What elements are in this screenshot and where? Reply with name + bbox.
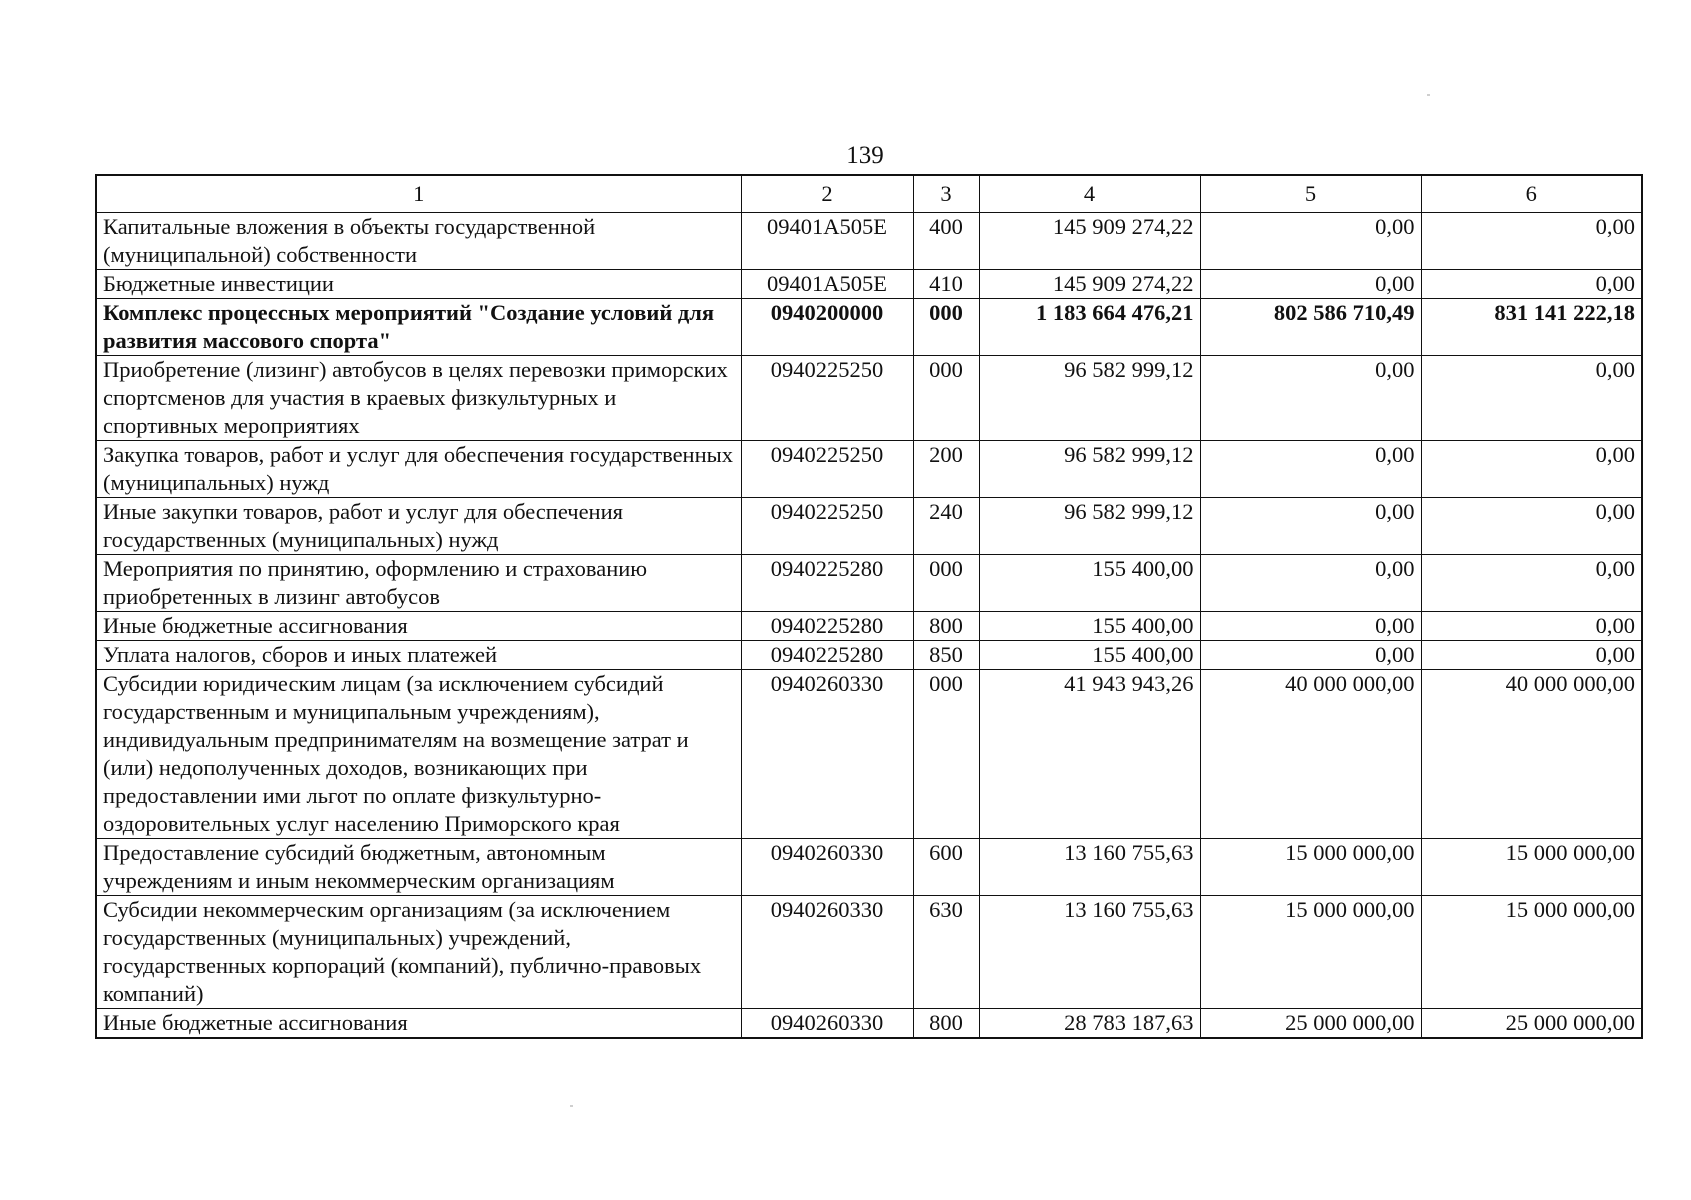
row-value-col6: 15 000 000,00 <box>1421 839 1642 896</box>
row-value-col5: 0,00 <box>1200 441 1421 498</box>
row-name: Приобретение (лизинг) автобусов в целях перевозки приморских спортсменов для участия в краевых физкультурных и спортивных мероприятиях <box>96 356 741 441</box>
row-value-col6: 25 000 000,00 <box>1421 1009 1642 1039</box>
row-code: 0940260330 <box>741 839 913 896</box>
row-name: Закупка товаров, работ и услуг для обеспечения государственных (муниципальных) нужд <box>96 441 741 498</box>
row-value-col4: 96 582 999,12 <box>979 356 1200 441</box>
row-name: Уплата налогов, сборов и иных платежей <box>96 641 741 670</box>
row-value-col4: 155 400,00 <box>979 555 1200 612</box>
table-row <box>96 356 1642 441</box>
row-value-col6: 15 000 000,00 <box>1421 896 1642 1009</box>
row-value-col4: 145 909 274,22 <box>979 213 1200 270</box>
row-value-col6: 0,00 <box>1421 356 1642 441</box>
row-value-col5: 0,00 <box>1200 270 1421 299</box>
row-name: Субсидии юридическим лицам (за исключением субсидий государственным и муниципальным учреждениям), индивидуальным предпринимателям на возмещение затрат и (или) недополученных доходов, возникающих при предоставлении ими льгот по оплате физкультурно-оздоровительных услуг населению Приморского края <box>96 670 741 839</box>
table-row <box>96 1009 1642 1039</box>
row-name: Капитальные вложения в объекты государственной (муниципальной) собственности <box>96 213 741 270</box>
row-expense-type: 800 <box>913 1009 979 1039</box>
table-row <box>96 441 1642 498</box>
row-value-col4: 41 943 943,26 <box>979 670 1200 839</box>
row-value-col4: 155 400,00 <box>979 612 1200 641</box>
row-code: 0940225250 <box>741 356 913 441</box>
table-row <box>96 213 1642 270</box>
row-value-col5: 40 000 000,00 <box>1200 670 1421 839</box>
column-header-5: 5 <box>1200 175 1421 213</box>
row-expense-type: 410 <box>913 270 979 299</box>
row-name: Мероприятия по принятию, оформлению и страхованию приобретенных в лизинг автобусов <box>96 555 741 612</box>
row-value-col4: 96 582 999,12 <box>979 441 1200 498</box>
row-value-col5: 15 000 000,00 <box>1200 896 1421 1009</box>
row-value-col6: 0,00 <box>1421 213 1642 270</box>
row-value-col4: 1 183 664 476,21 <box>979 299 1200 356</box>
table-row <box>96 839 1642 896</box>
row-code: 0940260330 <box>741 670 913 839</box>
row-value-col5: 802 586 710,49 <box>1200 299 1421 356</box>
table-row <box>96 555 1642 612</box>
table-row <box>96 612 1642 641</box>
row-code: 0940225280 <box>741 641 913 670</box>
row-value-col4: 13 160 755,63 <box>979 896 1200 1009</box>
row-code: 0940225280 <box>741 612 913 641</box>
row-value-col5: 0,00 <box>1200 555 1421 612</box>
row-name: Иные закупки товаров, работ и услуг для обеспечения государственных (муниципальных) нужд <box>96 498 741 555</box>
row-expense-type: 000 <box>913 670 979 839</box>
row-expense-type: 400 <box>913 213 979 270</box>
column-header-1: 1 <box>96 175 741 213</box>
row-value-col5: 0,00 <box>1200 641 1421 670</box>
row-code: 09401A505E <box>741 270 913 299</box>
table-row <box>96 299 1642 356</box>
row-name: Предоставление субсидий бюджетным, автономным учреждениям и иным некоммерческим организациям <box>96 839 741 896</box>
column-header-2: 2 <box>741 175 913 213</box>
row-expense-type: 200 <box>913 441 979 498</box>
row-value-col4: 155 400,00 <box>979 641 1200 670</box>
table-row <box>96 498 1642 555</box>
row-value-col6: 0,00 <box>1421 441 1642 498</box>
row-value-col5: 15 000 000,00 <box>1200 839 1421 896</box>
row-value-col4: 28 783 187,63 <box>979 1009 1200 1039</box>
column-header-6: 6 <box>1421 175 1642 213</box>
row-name: Иные бюджетные ассигнования <box>96 612 741 641</box>
header-row <box>96 175 1642 213</box>
row-code: 0940225250 <box>741 498 913 555</box>
row-value-col6: 0,00 <box>1421 612 1642 641</box>
row-expense-type: 240 <box>913 498 979 555</box>
row-expense-type: 000 <box>913 356 979 441</box>
row-expense-type: 630 <box>913 896 979 1009</box>
column-header-3: 3 <box>913 175 979 213</box>
column-header-4: 4 <box>979 175 1200 213</box>
row-value-col4: 13 160 755,63 <box>979 839 1200 896</box>
row-expense-type: 800 <box>913 612 979 641</box>
row-value-col5: 0,00 <box>1200 213 1421 270</box>
row-value-col6: 0,00 <box>1421 555 1642 612</box>
row-name: Субсидии некоммерческим организациям (за исключением государственных (муниципальных) учреждений, государственных корпораций (компаний), публично-правовых компаний) <box>96 896 741 1009</box>
row-value-col6: 831 141 222,18 <box>1421 299 1642 356</box>
table-row <box>96 641 1642 670</box>
row-name: Бюджетные инвестиции <box>96 270 741 299</box>
row-expense-type: 600 <box>913 839 979 896</box>
row-code: 0940225280 <box>741 555 913 612</box>
row-value-col5: 0,00 <box>1200 612 1421 641</box>
budget-table <box>95 174 1643 1039</box>
row-value-col6: 40 000 000,00 <box>1421 670 1642 839</box>
row-value-col6: 0,00 <box>1421 270 1642 299</box>
row-code: 0940200000 <box>741 299 913 356</box>
row-name: Иные бюджетные ассигнования <box>96 1009 741 1039</box>
row-expense-type: 850 <box>913 641 979 670</box>
row-expense-type: 000 <box>913 555 979 612</box>
row-name: Комплекс процессных мероприятий "Создание условий для развития массового спорта" <box>96 299 741 356</box>
table-row <box>96 896 1642 1009</box>
row-code: 0940260330 <box>741 1009 913 1039</box>
row-value-col4: 96 582 999,12 <box>979 498 1200 555</box>
table-row <box>96 670 1642 839</box>
row-value-col6: 0,00 <box>1421 641 1642 670</box>
row-value-col5: 0,00 <box>1200 498 1421 555</box>
row-value-col5: 0,00 <box>1200 356 1421 441</box>
row-code: 09401A505E <box>741 213 913 270</box>
row-expense-type: 000 <box>913 299 979 356</box>
row-value-col5: 25 000 000,00 <box>1200 1009 1421 1039</box>
page-number: 139 <box>846 142 884 169</box>
row-value-col4: 145 909 274,22 <box>979 270 1200 299</box>
table-row <box>96 270 1642 299</box>
row-code: 0940225250 <box>741 441 913 498</box>
row-value-col6: 0,00 <box>1421 498 1642 555</box>
row-code: 0940260330 <box>741 896 913 1009</box>
